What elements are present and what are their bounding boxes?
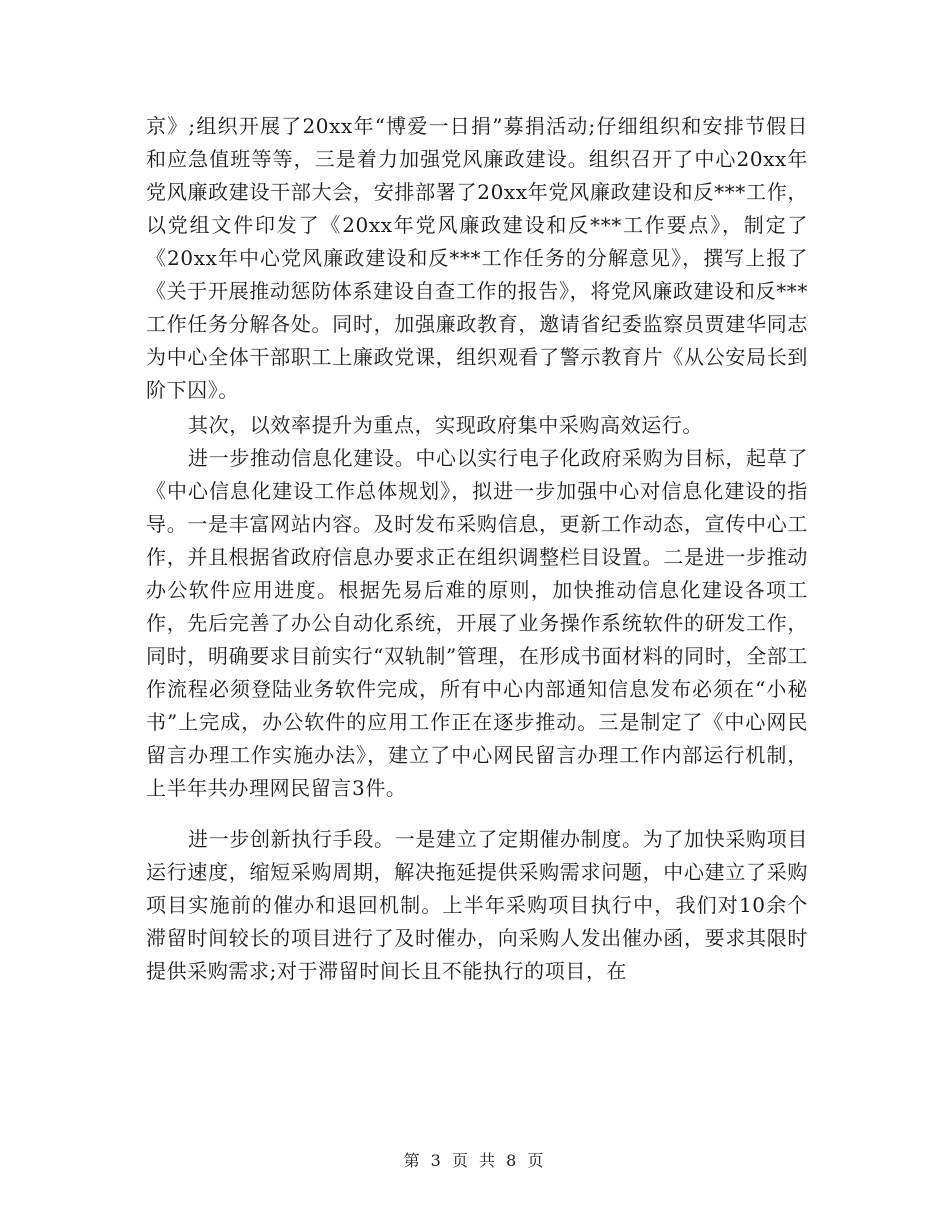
paragraph-informatization: 进一步推动信息化建设。中心以实行电子化政府采购为目标，起草了《中心信息化建设工作总体规划》，拟进一步加强中心对信息化建设的指导。一是丰富网站内容。及时发布采购信息，更新工作动态，宣传中心工作，并且根据省政府信息办要求正在组织调整栏目设置。二是进一步推动办公软件应用进度。根据先易后难的原则，加快推动信息化建设各项工作，先后完善了办公自动化系统，开展了业务操作系统软件的研发工作，同时，明确要求目前实行“双轨制”管理，在形成书面材料的同时，全部工作流程必须登陆业务软件完成，所有中心内部通知信息发布必须在“小秘书”上完成，办公软件的应用工作正在逐步推动。三是制定了《中心网民留言办理工作实施办法》，建立了中心网民留言办理工作内部运行机制，上半年共办理网民留言3件。 [146,446,808,800]
paragraph-efficiency-heading: 其次，以效率提升为重点，实现政府集中采购高效运行。 [188,413,703,437]
paragraph-execution-means: 进一步创新执行手段。一是建立了定期催办制度。为了加快采购项目运行速度，缩短采购周期，解决拖延提供采购需求问题，中心建立了采购项目实施前的催办和退回机制。上半年采购项目执行中，我们对10余个滞留时间较长的项目进行了及时催办，向采购人发出催办函，要求其限时提供采购需求;对于滞留时间长且不能执行的项目，在 [146,827,808,983]
paragraph-continuation: 京》;组织开展了20xx年“博爱一日捐”募捐活动;仔细组织和安排节假日和应急值班等等，三是着力加强党风廉政建设。组织召开了中心20xx年党风廉政建设干部大会，安排部署了20xx年党风廉政建设和反***工作，以党组文件印发了《20xx年党风廉政建设和反***工作要点》，制定了《20xx年中心党风廉政建设和反***工作任务的分解意见》，撰写上报了《关于开展推动惩防体系建设自查工作的报告》，将党风廉政建设和反***工作任务分解各处。同时，加强廉政教育，邀请省纪委监察员贾建华同志为中心全体干部职工上廉政党课，组织观看了警示教育片《从公安局长到阶下囚》。 [146,114,808,402]
body-text-block [146,110,808,988]
page-number-footer: 第 3 页 共 8 页 [403,1151,547,1170]
